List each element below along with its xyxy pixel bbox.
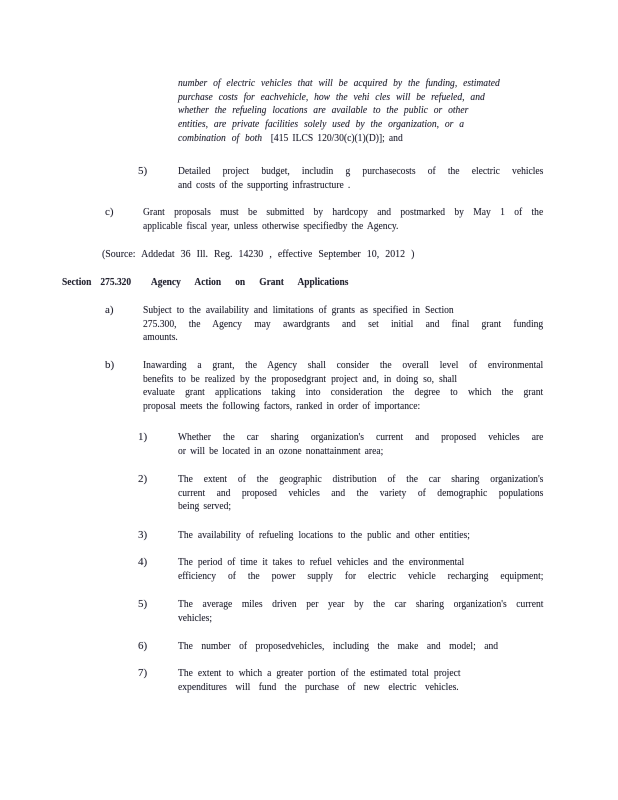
text-line: applicable fiscal year, unless otherwise specifiedby the Agency.	[143, 219, 399, 232]
section-title: Agency Action on Grant Applications	[150, 277, 349, 288]
item-letter-label: a)	[105, 304, 114, 316]
text-line: vehicles;	[178, 611, 213, 624]
text-line: being served;	[178, 500, 232, 513]
sub-item-4	[138, 556, 598, 583]
text-line: Detailed project budget, includin g purchasecosts of the electric vehicles	[178, 165, 544, 177]
quote-line-with-citation	[178, 132, 543, 146]
item-number-label: 2)	[138, 473, 148, 485]
sub-item-1	[138, 431, 598, 458]
ilcs-citation: [415 ILCS 120/30(c)(1)(D)]; and	[270, 131, 403, 144]
text-line: The average miles driven per year by the car sharing organization's current	[178, 598, 544, 610]
section-number: 275.320	[100, 277, 132, 288]
sub-item-5	[138, 598, 598, 625]
text-line: expenditures will fund the purchase of new electric vehicles.	[178, 680, 459, 693]
text-line: Whether the car sharing organization's current and proposed vehicles are	[178, 431, 544, 443]
sub-item-6	[138, 640, 598, 654]
item-number-label: 6)	[138, 640, 148, 652]
item-letter-label: b)	[105, 359, 115, 371]
sub-item-2	[138, 473, 598, 514]
text-line: efficiency of the power supply for electric vehicle recharging equipment;	[178, 569, 544, 582]
text-line: or will be located in an ozone nonattainment area;	[178, 444, 384, 457]
text-line: The extent of the geographic distribution of the car sharing organization's	[178, 473, 544, 485]
list-item-b	[105, 359, 603, 414]
text-line: proposal meets the following factors, ranked in order of importance:	[143, 400, 421, 413]
item-number-label: 4)	[138, 556, 148, 568]
quote-italic-text: combination of both	[178, 131, 263, 144]
text-line: The availability of refueling locations to the public and other entities;	[178, 529, 470, 541]
sub-item-7	[138, 667, 598, 694]
text-line: current and proposed vehicles and the variety of demographic populations	[178, 486, 544, 499]
item-number-label: 1)	[138, 431, 148, 443]
source-note: (Source: Addedat 36 Ill. Reg. 14230 , effective September 10, 2012 )	[102, 248, 415, 260]
text-line: and costs of the supporting infrastructure .	[178, 178, 351, 191]
text-line: evaluate grant applications taking into consideration the degree to which the grant	[143, 386, 544, 399]
text-line: The extent to which a greater portion of the estimated total project	[178, 667, 461, 679]
text-line: Subject to the availability and limitations of grants as specified in Section	[143, 304, 454, 316]
sub-item-3	[138, 529, 598, 543]
quote-line: whether the refueling locations are available to the public or other	[178, 104, 469, 117]
list-item-a	[105, 304, 603, 345]
text-line: Grant proposals must be submitted by hardcopy and postmarked by May 1 of the	[143, 206, 544, 218]
section-label: Section	[62, 277, 92, 288]
text-line: 275.300, the Agency may awardgrants and set initial and final grant funding	[143, 317, 544, 330]
list-item-5-budget	[138, 165, 598, 192]
item-number-label: 5)	[138, 165, 148, 177]
item-number-label: 3)	[138, 529, 148, 541]
item-number-label: 7)	[138, 667, 148, 679]
statute-quote-block	[178, 77, 598, 146]
text-line: benefits to be realized by the proposedgrant project and, in doing so, shall	[143, 372, 458, 385]
text-line: amounts.	[143, 331, 178, 344]
section-heading	[62, 276, 348, 290]
quote-line: entities, are private facilities solely used by the organization, or a	[178, 118, 465, 131]
list-item-c	[105, 206, 603, 233]
quote-line: number of electric vehicles that will be acquired by the funding, estimated	[178, 77, 500, 89]
item-letter-label: c)	[105, 206, 114, 218]
item-number-label: 5)	[138, 598, 148, 610]
text-line: The period of time it takes to refuel vehicles and the environmental	[178, 556, 465, 568]
quote-line: purchase costs for eachvehicle, how the vehi cles will be refueled, and	[178, 90, 485, 103]
text-line: Inawarding a grant, the Agency shall consider the overall level of environmental	[143, 359, 544, 371]
text-line: The number of proposedvehicles, including the make and model; and	[178, 640, 499, 652]
